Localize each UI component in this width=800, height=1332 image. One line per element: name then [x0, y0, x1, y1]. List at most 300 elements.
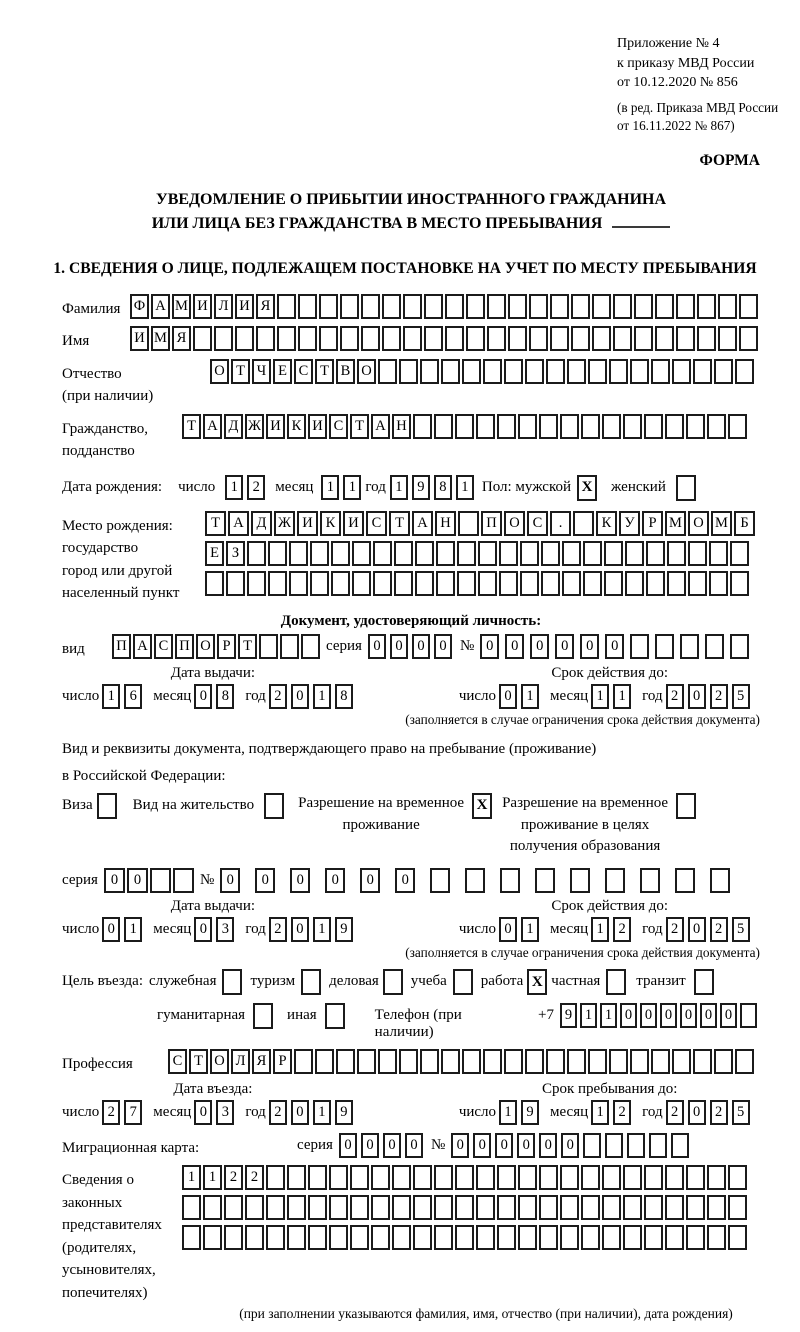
char-box[interactable]: 0: [255, 868, 275, 893]
char-box[interactable]: Н: [435, 511, 456, 536]
char-box[interactable]: 0: [539, 1133, 557, 1158]
char-box[interactable]: [392, 1225, 411, 1250]
char-box[interactable]: 1: [390, 475, 408, 500]
char-box[interactable]: С: [366, 511, 387, 536]
char-box[interactable]: [420, 1049, 439, 1074]
char-box[interactable]: [627, 1133, 645, 1158]
char-box[interactable]: 0: [530, 634, 549, 659]
char-box[interactable]: [541, 571, 560, 596]
char-box[interactable]: [455, 1225, 474, 1250]
char-box[interactable]: [287, 1225, 306, 1250]
char-box[interactable]: 1: [313, 917, 331, 942]
char-box[interactable]: П: [481, 511, 502, 536]
char-box[interactable]: [247, 541, 266, 566]
char-box[interactable]: О: [196, 634, 215, 659]
char-box[interactable]: 0: [194, 684, 212, 709]
char-box[interactable]: [350, 1195, 369, 1220]
char-box[interactable]: 0: [104, 868, 125, 893]
char-box[interactable]: 0: [720, 1003, 737, 1028]
char-box[interactable]: А: [412, 511, 433, 536]
char-box[interactable]: [651, 1049, 670, 1074]
char-box[interactable]: [562, 571, 581, 596]
char-box[interactable]: [371, 1165, 390, 1190]
stay-day-boxes[interactable]: [499, 1100, 543, 1125]
char-box[interactable]: [730, 571, 749, 596]
char-box[interactable]: [583, 571, 602, 596]
purpose-tourism-checkbox[interactable]: [301, 969, 321, 995]
char-box[interactable]: [226, 571, 245, 596]
char-box[interactable]: 0: [434, 634, 452, 659]
char-box[interactable]: 2: [247, 475, 265, 500]
char-box[interactable]: 1: [456, 475, 474, 500]
char-box[interactable]: [525, 1049, 544, 1074]
char-box[interactable]: [707, 1225, 726, 1250]
char-box[interactable]: [382, 326, 401, 351]
char-box[interactable]: 8: [335, 684, 353, 709]
char-box[interactable]: [150, 868, 171, 893]
char-box[interactable]: Т: [238, 634, 257, 659]
char-box[interactable]: [499, 541, 518, 566]
char-box[interactable]: [697, 294, 716, 319]
char-box[interactable]: 0: [620, 1003, 637, 1028]
char-box[interactable]: [497, 1195, 516, 1220]
char-box[interactable]: [730, 541, 749, 566]
permit-issue-month-boxes[interactable]: [194, 917, 238, 942]
char-box[interactable]: [520, 541, 539, 566]
char-box[interactable]: [539, 1165, 558, 1190]
char-box[interactable]: 1: [321, 475, 339, 500]
char-box[interactable]: 1: [124, 917, 142, 942]
char-box[interactable]: [676, 294, 695, 319]
char-box[interactable]: [476, 1165, 495, 1190]
char-box[interactable]: 2: [710, 1100, 728, 1125]
sex-female-checkbox[interactable]: [676, 475, 696, 501]
char-box[interactable]: [550, 294, 569, 319]
char-box[interactable]: [394, 571, 413, 596]
char-box[interactable]: [399, 359, 418, 384]
temp-residence-checkbox[interactable]: X: [472, 793, 492, 819]
char-box[interactable]: 0: [555, 634, 574, 659]
char-box[interactable]: [634, 294, 653, 319]
char-box[interactable]: Т: [182, 414, 201, 439]
purpose-humanitarian-checkbox[interactable]: [253, 1003, 273, 1029]
char-box[interactable]: 1: [343, 475, 361, 500]
char-box[interactable]: [560, 414, 579, 439]
char-box[interactable]: [693, 359, 712, 384]
char-box[interactable]: [298, 326, 317, 351]
char-box[interactable]: [588, 1049, 607, 1074]
char-box[interactable]: [665, 414, 684, 439]
char-box[interactable]: [728, 1225, 747, 1250]
char-box[interactable]: [613, 294, 632, 319]
permit-number-boxes[interactable]: [220, 868, 745, 893]
char-box[interactable]: [644, 1165, 663, 1190]
char-box[interactable]: М: [665, 511, 686, 536]
char-box[interactable]: [403, 326, 422, 351]
char-box[interactable]: Р: [273, 1049, 292, 1074]
char-box[interactable]: [525, 359, 544, 384]
char-box[interactable]: [541, 541, 560, 566]
char-box[interactable]: 1: [521, 684, 539, 709]
char-box[interactable]: [518, 1165, 537, 1190]
birth-day-boxes[interactable]: [225, 475, 269, 500]
char-box[interactable]: [487, 294, 506, 319]
char-box[interactable]: [739, 326, 758, 351]
char-box[interactable]: 0: [325, 868, 345, 893]
char-box[interactable]: [571, 326, 590, 351]
char-box[interactable]: [203, 1225, 222, 1250]
char-box[interactable]: 8: [434, 475, 452, 500]
char-box[interactable]: 0: [688, 1100, 706, 1125]
char-box[interactable]: [193, 326, 212, 351]
char-box[interactable]: 8: [216, 684, 234, 709]
char-box[interactable]: [315, 1049, 334, 1074]
char-box[interactable]: [378, 1049, 397, 1074]
char-box[interactable]: С: [329, 414, 348, 439]
char-box[interactable]: К: [320, 511, 341, 536]
char-box[interactable]: [539, 1195, 558, 1220]
char-box[interactable]: Д: [251, 511, 272, 536]
char-box[interactable]: [373, 571, 392, 596]
char-box[interactable]: А: [133, 634, 152, 659]
char-box[interactable]: 0: [640, 1003, 657, 1028]
char-box[interactable]: [497, 414, 516, 439]
char-box[interactable]: [466, 326, 485, 351]
char-box[interactable]: 0: [499, 684, 517, 709]
char-box[interactable]: [331, 571, 350, 596]
char-box[interactable]: [739, 294, 758, 319]
char-box[interactable]: С: [168, 1049, 187, 1074]
char-box[interactable]: [688, 541, 707, 566]
char-box[interactable]: И: [235, 294, 254, 319]
char-box[interactable]: [182, 1225, 201, 1250]
char-box[interactable]: [570, 868, 590, 893]
char-box[interactable]: [573, 511, 594, 536]
char-box[interactable]: [630, 1049, 649, 1074]
char-box[interactable]: [560, 1165, 579, 1190]
char-box[interactable]: 2: [102, 1100, 120, 1125]
char-box[interactable]: [671, 1133, 689, 1158]
char-box[interactable]: Я: [256, 294, 275, 319]
char-box[interactable]: [378, 359, 397, 384]
purpose-work-checkbox[interactable]: X: [527, 969, 547, 995]
doc-kind-boxes[interactable]: [112, 634, 322, 659]
char-box[interactable]: [504, 1049, 523, 1074]
birth-month-boxes[interactable]: [321, 475, 365, 500]
legal-reps-row3-boxes[interactable]: [182, 1225, 749, 1250]
char-box[interactable]: 0: [127, 868, 148, 893]
char-box[interactable]: [602, 1165, 621, 1190]
char-box[interactable]: 2: [224, 1165, 243, 1190]
char-box[interactable]: [718, 294, 737, 319]
char-box[interactable]: [245, 1195, 264, 1220]
char-box[interactable]: 1: [313, 1100, 331, 1125]
char-box[interactable]: А: [203, 414, 222, 439]
char-box[interactable]: 0: [495, 1133, 513, 1158]
citizenship-boxes[interactable]: [182, 414, 749, 439]
char-box[interactable]: [735, 359, 754, 384]
sex-male-checkbox[interactable]: X: [577, 475, 597, 501]
char-box[interactable]: [508, 326, 527, 351]
char-box[interactable]: [665, 1195, 684, 1220]
char-box[interactable]: С: [294, 359, 313, 384]
char-box[interactable]: [413, 1195, 432, 1220]
mig-number-boxes[interactable]: [451, 1133, 693, 1158]
doc-number-boxes[interactable]: [480, 634, 755, 659]
char-box[interactable]: [686, 414, 705, 439]
purpose-study-checkbox[interactable]: [453, 969, 473, 995]
char-box[interactable]: [287, 1195, 306, 1220]
char-box[interactable]: [476, 1225, 495, 1250]
char-box[interactable]: [602, 1195, 621, 1220]
char-box[interactable]: 0: [405, 1133, 423, 1158]
char-box[interactable]: А: [228, 511, 249, 536]
char-box[interactable]: [714, 1049, 733, 1074]
char-box[interactable]: [546, 1049, 565, 1074]
char-box[interactable]: [466, 294, 485, 319]
char-box[interactable]: Ж: [274, 511, 295, 536]
entry-day-boxes[interactable]: [102, 1100, 146, 1125]
char-box[interactable]: [458, 511, 479, 536]
legal-reps-row2-boxes[interactable]: [182, 1195, 749, 1220]
char-box[interactable]: З: [226, 541, 245, 566]
doc-issue-day-boxes[interactable]: [102, 684, 146, 709]
phone-boxes[interactable]: [560, 1003, 760, 1028]
char-box[interactable]: 0: [194, 1100, 212, 1125]
char-box[interactable]: М: [711, 511, 732, 536]
purpose-private-checkbox[interactable]: [606, 969, 626, 995]
char-box[interactable]: [392, 1195, 411, 1220]
char-box[interactable]: [710, 868, 730, 893]
char-box[interactable]: [352, 571, 371, 596]
char-box[interactable]: [623, 1165, 642, 1190]
char-box[interactable]: [214, 326, 233, 351]
char-box[interactable]: [352, 541, 371, 566]
char-box[interactable]: [462, 359, 481, 384]
char-box[interactable]: [655, 326, 674, 351]
char-box[interactable]: 0: [360, 868, 380, 893]
char-box[interactable]: 0: [505, 634, 524, 659]
char-box[interactable]: [740, 1003, 757, 1028]
char-box[interactable]: [441, 359, 460, 384]
char-box[interactable]: 1: [580, 1003, 597, 1028]
char-box[interactable]: [413, 1165, 432, 1190]
mig-series-boxes[interactable]: [339, 1133, 427, 1158]
char-box[interactable]: [728, 1195, 747, 1220]
char-box[interactable]: [520, 571, 539, 596]
char-box[interactable]: [277, 294, 296, 319]
char-box[interactable]: [707, 414, 726, 439]
char-box[interactable]: [350, 1225, 369, 1250]
char-box[interactable]: [329, 1225, 348, 1250]
patronymic-boxes[interactable]: [210, 359, 756, 384]
char-box[interactable]: [560, 1225, 579, 1250]
char-box[interactable]: [403, 294, 422, 319]
char-box[interactable]: [518, 1225, 537, 1250]
char-box[interactable]: [588, 359, 607, 384]
char-box[interactable]: 0: [368, 634, 386, 659]
char-box[interactable]: Н: [392, 414, 411, 439]
char-box[interactable]: [445, 294, 464, 319]
char-box[interactable]: 2: [613, 1100, 631, 1125]
char-box[interactable]: .: [550, 511, 571, 536]
char-box[interactable]: [436, 571, 455, 596]
char-box[interactable]: [203, 1195, 222, 1220]
char-box[interactable]: [602, 414, 621, 439]
char-box[interactable]: 1: [499, 1100, 517, 1125]
char-box[interactable]: [445, 326, 464, 351]
visa-checkbox[interactable]: [97, 793, 117, 819]
char-box[interactable]: 0: [660, 1003, 677, 1028]
char-box[interactable]: [546, 359, 565, 384]
char-box[interactable]: [728, 1165, 747, 1190]
char-box[interactable]: Б: [734, 511, 755, 536]
char-box[interactable]: [266, 1195, 285, 1220]
char-box[interactable]: [361, 294, 380, 319]
char-box[interactable]: [298, 294, 317, 319]
char-box[interactable]: [497, 1225, 516, 1250]
char-box[interactable]: [500, 868, 520, 893]
char-box[interactable]: 0: [290, 868, 310, 893]
char-box[interactable]: [714, 359, 733, 384]
char-box[interactable]: 0: [688, 917, 706, 942]
char-box[interactable]: [539, 414, 558, 439]
char-box[interactable]: 0: [383, 1133, 401, 1158]
char-box[interactable]: [504, 359, 523, 384]
char-box[interactable]: 2: [269, 917, 287, 942]
char-box[interactable]: 2: [666, 917, 684, 942]
char-box[interactable]: [581, 1225, 600, 1250]
char-box[interactable]: [235, 326, 254, 351]
char-box[interactable]: И: [130, 326, 149, 351]
char-box[interactable]: 0: [517, 1133, 535, 1158]
char-box[interactable]: [424, 326, 443, 351]
char-box[interactable]: 0: [291, 1100, 309, 1125]
char-box[interactable]: [434, 414, 453, 439]
char-box[interactable]: [289, 571, 308, 596]
char-box[interactable]: М: [172, 294, 191, 319]
char-box[interactable]: [630, 634, 649, 659]
char-box[interactable]: 1: [182, 1165, 201, 1190]
char-box[interactable]: [287, 1165, 306, 1190]
char-box[interactable]: [430, 868, 450, 893]
char-box[interactable]: А: [151, 294, 170, 319]
char-box[interactable]: 0: [395, 868, 415, 893]
char-box[interactable]: Р: [642, 511, 663, 536]
char-box[interactable]: [382, 294, 401, 319]
char-box[interactable]: С: [154, 634, 173, 659]
char-box[interactable]: 0: [580, 634, 599, 659]
char-box[interactable]: [665, 1225, 684, 1250]
char-box[interactable]: [644, 1195, 663, 1220]
char-box[interactable]: [308, 1195, 327, 1220]
char-box[interactable]: И: [343, 511, 364, 536]
char-box[interactable]: [441, 1049, 460, 1074]
char-box[interactable]: О: [504, 511, 525, 536]
char-box[interactable]: [497, 1165, 516, 1190]
stay-year-boxes[interactable]: [666, 1100, 754, 1125]
char-box[interactable]: [676, 326, 695, 351]
char-box[interactable]: 0: [102, 917, 120, 942]
char-box[interactable]: [173, 868, 194, 893]
char-box[interactable]: 1: [591, 917, 609, 942]
char-box[interactable]: [605, 868, 625, 893]
char-box[interactable]: [361, 326, 380, 351]
char-box[interactable]: 2: [613, 917, 631, 942]
char-box[interactable]: Ф: [130, 294, 149, 319]
char-box[interactable]: [550, 326, 569, 351]
char-box[interactable]: [644, 1225, 663, 1250]
char-box[interactable]: [649, 1133, 667, 1158]
char-box[interactable]: [465, 868, 485, 893]
char-box[interactable]: [392, 1165, 411, 1190]
char-box[interactable]: [686, 1165, 705, 1190]
char-box[interactable]: [224, 1225, 243, 1250]
char-box[interactable]: [399, 1049, 418, 1074]
name-boxes[interactable]: [130, 326, 760, 351]
char-box[interactable]: 0: [194, 917, 212, 942]
char-box[interactable]: И: [266, 414, 285, 439]
doc-issue-month-boxes[interactable]: [194, 684, 238, 709]
char-box[interactable]: Я: [252, 1049, 271, 1074]
char-box[interactable]: 1: [521, 917, 539, 942]
char-box[interactable]: [436, 541, 455, 566]
char-box[interactable]: 1: [225, 475, 243, 500]
char-box[interactable]: [455, 1165, 474, 1190]
char-box[interactable]: [476, 1195, 495, 1220]
char-box[interactable]: [259, 634, 278, 659]
char-box[interactable]: П: [175, 634, 194, 659]
permit-issue-day-boxes[interactable]: [102, 917, 146, 942]
char-box[interactable]: [308, 1225, 327, 1250]
char-box[interactable]: [672, 1049, 691, 1074]
char-box[interactable]: И: [297, 511, 318, 536]
birth-year-boxes[interactable]: [390, 475, 478, 500]
char-box[interactable]: [329, 1165, 348, 1190]
char-box[interactable]: [707, 1195, 726, 1220]
char-box[interactable]: [535, 868, 555, 893]
char-box[interactable]: 0: [700, 1003, 717, 1028]
char-box[interactable]: 1: [102, 684, 120, 709]
char-box[interactable]: [529, 326, 548, 351]
char-box[interactable]: [340, 326, 359, 351]
char-box[interactable]: 9: [335, 1100, 353, 1125]
char-box[interactable]: [331, 541, 350, 566]
char-box[interactable]: [415, 541, 434, 566]
char-box[interactable]: 9: [335, 917, 353, 942]
char-box[interactable]: 1: [613, 684, 631, 709]
char-box[interactable]: Е: [205, 541, 224, 566]
char-box[interactable]: [413, 414, 432, 439]
char-box[interactable]: [487, 326, 506, 351]
char-box[interactable]: [457, 571, 476, 596]
char-box[interactable]: [583, 1133, 601, 1158]
char-box[interactable]: [455, 1195, 474, 1220]
purpose-business-checkbox[interactable]: [383, 969, 403, 995]
char-box[interactable]: 2: [245, 1165, 264, 1190]
char-box[interactable]: [672, 359, 691, 384]
char-box[interactable]: 5: [732, 1100, 750, 1125]
char-box[interactable]: 0: [473, 1133, 491, 1158]
char-box[interactable]: [707, 1165, 726, 1190]
char-box[interactable]: 0: [480, 634, 499, 659]
char-box[interactable]: [319, 294, 338, 319]
char-box[interactable]: Д: [224, 414, 243, 439]
char-box[interactable]: Т: [231, 359, 250, 384]
char-box[interactable]: Е: [273, 359, 292, 384]
char-box[interactable]: [709, 571, 728, 596]
char-box[interactable]: [247, 571, 266, 596]
